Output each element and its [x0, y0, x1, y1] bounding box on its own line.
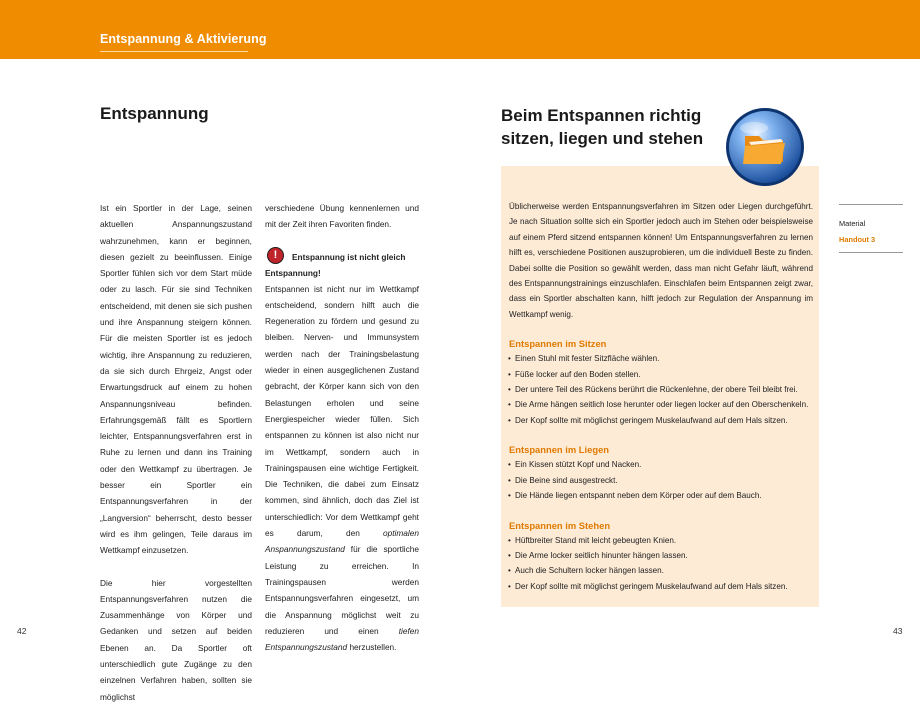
- col2-emphasis-1: optimalen Anspannungszustand: [265, 528, 419, 555]
- panel-intro: Üblicherweise werden Entspannungsverfahren im Sitzen oder Liegen durchgeführt. Je nach Situation sollte sich ein Sportler jedoch auch im Stehen oder beispielsweise auf einem Pferd sitzend entspannen können! Um Entspannungsverfahren zu lernen hilft es, verschiedene Positionen auszuprobieren, um die individuell Beste zu finden. Dabei sollte die Position so gewählt werden, dass man nicht Gefahr läuft, während des Entspannungstrainings einzuschlafen. Einschlafen beim Entspannen zeigt zwar, dass ein Sportler abschalten kann, hilft jedoch zur Regulation der Anspannung im Wettkampf wenig.: [509, 202, 813, 319]
- page-number-right: 43: [893, 626, 903, 636]
- list-item: • Die Arme hängen seitlich lose herunter oder liegen locker auf den Oberschenkeln.: [509, 397, 813, 412]
- col2-text-c: herzustellen.: [349, 642, 397, 653]
- col2-text-a: Entspannen ist nicht nur im Wettkampf entscheidend, sondern hilft auch die Regeneration zu fördern und gesund zu bleiben. Nerven- und Immunsystem werden nach der Trainingsbelastung wieder in einen ausgeglichenen Zustand gebracht, der Körper kann sich von den Belastungen erholen und seine Energiespeicher wieder füllen. Sich entspannen zu können ist also nicht nur im Wettkampf, sondern auch in Trainingspausen eine wichtige Fertigkeit. Die Techniken, die dabei zum Einsatz kommen, sind ähnlich, doch das Ziel ist unterschiedlich: Vor dem Wettkampf geht es darum, den: [265, 283, 419, 539]
- warning-title-line2: Entspannung!: [265, 267, 321, 278]
- side-rule-top: [839, 204, 903, 205]
- col2-emphasis-2: tiefen Entspannungszustand: [265, 625, 419, 653]
- left-column-1: [100, 200, 252, 705]
- list-sitzen: [509, 351, 813, 428]
- folder-icon: [724, 106, 806, 188]
- page-number-left: 42: [17, 626, 27, 636]
- list-item: • Der Kopf sollte mit möglichst geringem Muskelaufwand auf dem Hals sitzen.: [509, 413, 813, 428]
- side-rule-bottom: [839, 252, 903, 253]
- side-label-material: Material: [839, 219, 866, 228]
- list-item: • Hüftbreiter Stand mit leicht gebeugten Knien.: [509, 533, 813, 548]
- section-title-stehen: Entspannen im Stehen: [509, 519, 611, 531]
- header-underline: [100, 51, 248, 52]
- list-item: • Füße locker auf den Boden stellen.: [509, 367, 813, 382]
- warning-title-line1: Entspannung ist nicht gleich: [292, 251, 406, 262]
- info-panel: [501, 166, 819, 607]
- list-item: • Der Kopf sollte mit möglichst geringem Muskelaufwand auf dem Hals sitzen.: [509, 579, 813, 594]
- list-item: • Die Arme locker seitlich hinunter hängen lassen.: [509, 548, 813, 563]
- list-item: • Der untere Teil des Rückens berührt die Rückenlehne, der obere Teil bleibt frei.: [509, 382, 813, 397]
- list-item: • Auch die Schultern locker hängen lassen.: [509, 563, 813, 578]
- header-title: Entspannung & Aktivierung: [100, 32, 267, 46]
- col2-paragraph-2: [265, 281, 419, 656]
- right-heading-line2: sitzen, liegen und stehen: [501, 129, 704, 148]
- col2-text-b: für die sportliche Leistung zu erreichen. In Trainingspausen werden Entspannungsverfahren eingesetzt, um die Anspannung möglichst weit zu reduzieren und einen: [265, 544, 420, 636]
- header-bar: [0, 0, 920, 59]
- left-page-heading: Entspannung: [100, 104, 209, 123]
- side-label-handout: Handout 3: [839, 235, 876, 244]
- list-item: • Ein Kissen stützt Kopf und Nacken.: [509, 457, 813, 472]
- info-panel-content: [509, 199, 813, 594]
- list-liegen: [509, 457, 813, 503]
- col1-paragraph-1: Ist ein Sportler in der Lage, seinen aktuellen Anspannungszustand wahrzunehmen, kann er beginnen, diesen gezielt zu beeinflussen. Einige Sportler fühlen sich vor dem Start müde oder zu lasch. Für sie sind Techniken entscheidend, mit denen sie sich pushen und ihre Anspannung steigern können. Für die meisten Sportler ist es jedoch wichtig, ihre Anspannung zu reduzieren, da sie sich durch Ehrgeiz, Angst oder Erwartungsdruck auf einem zu hohen Anspannungsniveau befinden. Erfahrungsgemäß fällt es Sportlern leichter, Entspannungsverfahren erst in Ruhe zu lernen und dann ins Training oder den Wettkampf zu übertragen. Je besser ein Sportler ein Entspannungsverfahren in der „Langversion“ beherrscht, desto besser wird es ihm gelingen, Teile daraus im Wettkampf einzusetzen.: [100, 203, 252, 556]
- right-heading-line1: Beim Entspannen richtig: [501, 106, 702, 125]
- col2-paragraph-1: verschiedene Übung kennenlernen und mit der Zeit ihren Favoriten finden.: [265, 203, 419, 230]
- right-page-heading: [501, 104, 731, 150]
- list-item: • Die Hände liegen entspannt neben dem Körper oder auf dem Bauch.: [509, 488, 813, 503]
- section-title-liegen: Entspannen im Liegen: [509, 444, 610, 456]
- list-item: • Die Beine sind ausgestreckt.: [509, 473, 813, 488]
- list-item: • Einen Stuhl mit fester Sitzfläche wählen.: [509, 351, 813, 366]
- col1-paragraph-2: Die hier vorgestellten Entspannungsverfahren nutzen die Zusammenhänge von Körper und Gedanken und setzen auf beiden Ebenen an. Da Sportler oft unterschiedlich gute Zugänge zu den einzelnen Verfahren haben, sollten sie möglichst: [100, 577, 252, 702]
- warning-callout: [265, 247, 419, 281]
- exclamation-icon: !: [267, 247, 284, 264]
- list-stehen: [509, 533, 813, 595]
- section-title-sitzen: Entspannen im Sitzen: [509, 338, 607, 350]
- left-column-2: [265, 200, 419, 655]
